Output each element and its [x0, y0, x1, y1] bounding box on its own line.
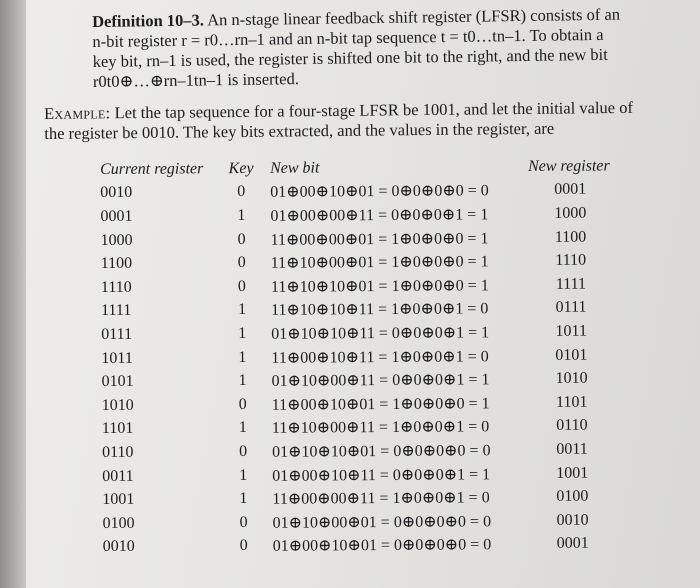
key-cell: 1 — [238, 348, 247, 366]
current-register-cell: 0011 — [102, 467, 134, 485]
key-cell: 1 — [239, 490, 248, 508]
new-register-cell: 0101 — [555, 346, 588, 364]
new-bit-cell: 01⊕00⊕10⊕01 = 0⊕0⊕0⊕0 = 0 — [270, 182, 489, 202]
current-register-cell: 1000 — [100, 231, 133, 249]
new-register-cell: 0110 — [556, 416, 588, 435]
table-row — [102, 438, 614, 465]
key-cell: 1 — [238, 419, 247, 437]
new-bit-cell: 01⊕00⊕10⊕11 = 0⊕0⊕0⊕1 = 1 — [272, 465, 491, 485]
current-register-cell: 0101 — [101, 372, 134, 391]
new-bit-cell: 01⊕10⊕00⊕01 = 0⊕0⊕0⊕0 = 0 — [272, 512, 492, 532]
current-register-cell: 1001 — [102, 490, 135, 509]
current-register-cell: 0100 — [102, 514, 135, 532]
key-cell: 0 — [239, 513, 248, 531]
key-cell: 1 — [239, 466, 248, 484]
new-bit-cell: 11⊕10⊕00⊕11 = 1⊕0⊕0⊕1 = 0 — [271, 418, 490, 438]
current-register-cell: 0010 — [100, 184, 133, 202]
example-text: Let the tap sequence for a four-stage LFSR be 1001, and let the initial value of the register be 0010. The key bits extracted, and the values in the register, are — [44, 97, 634, 143]
new-register-cell: 0001 — [556, 534, 589, 553]
definition-label: Definition 10–3. — [92, 10, 205, 31]
current-register-cell: 1100 — [100, 254, 133, 273]
new-bit-cell: 01⊕00⊕10⊕01 = 0⊕0⊕0⊕0 = 0 — [272, 536, 492, 556]
header-new-register: New register — [528, 157, 610, 175]
current-register-cell: 0111 — [101, 325, 133, 343]
table-row — [100, 178, 612, 205]
new-bit-cell: 01⊕10⊕10⊕11 = 0⊕0⊕0⊕1 = 1 — [271, 324, 490, 343]
key-cell: 0 — [239, 537, 248, 555]
key-cell: 0 — [237, 230, 246, 248]
key-cell: 0 — [238, 395, 247, 413]
table-row — [100, 225, 612, 252]
table-row — [101, 343, 613, 370]
current-register-cell: 1011 — [101, 349, 133, 367]
key-cell: 1 — [237, 206, 246, 225]
table-row — [100, 202, 612, 229]
new-bit-cell: 11⊕10⊕00⊕01 = 1⊕0⊕0⊕0 = 1 — [270, 253, 489, 272]
lfsr-table — [100, 154, 615, 559]
table-row — [102, 390, 614, 417]
new-register-cell: 0010 — [556, 511, 589, 529]
new-register-cell: 1100 — [554, 228, 587, 246]
key-cell: 0 — [237, 254, 246, 272]
current-register-cell: 0010 — [102, 538, 135, 556]
key-cell: 1 — [238, 324, 247, 342]
definition-paragraph — [92, 5, 623, 92]
table-row — [103, 532, 615, 559]
table-body — [100, 178, 615, 559]
current-register-cell: 1110 — [100, 278, 132, 296]
new-bit-cell: 01⊕10⊕00⊕11 = 0⊕0⊕0⊕1 = 1 — [271, 371, 490, 390]
current-register-cell: 0110 — [101, 443, 134, 461]
header-new-bit: New bit — [270, 159, 320, 177]
new-bit-cell: 11⊕00⊕00⊕11 = 1⊕0⊕0⊕1 = 0 — [272, 489, 490, 508]
key-cell: 1 — [238, 372, 247, 390]
new-register-cell: 1011 — [555, 322, 587, 340]
key-cell: 0 — [237, 277, 246, 295]
key-cell: 0 — [238, 442, 248, 460]
table-row — [102, 508, 614, 535]
new-register-cell: 0111 — [555, 298, 587, 317]
table-header-row — [100, 154, 612, 181]
new-register-cell: 1111 — [555, 275, 587, 293]
new-bit-cell: 01⊕00⊕00⊕11 = 0⊕0⊕0⊕1 = 1 — [270, 206, 489, 225]
new-register-cell: 1110 — [555, 251, 587, 269]
new-register-cell: 1101 — [555, 393, 588, 411]
example-paragraph — [44, 98, 634, 144]
new-register-cell: 1001 — [556, 464, 589, 482]
table-row — [102, 485, 614, 512]
key-cell: 0 — [237, 183, 246, 201]
new-register-cell: 1010 — [555, 369, 588, 387]
example-label: Example: — [44, 103, 111, 123]
new-register-cell: 0100 — [556, 487, 589, 505]
new-bit-cell: 11⊕00⊕00⊕01 = 1⊕0⊕0⊕0 = 1 — [270, 229, 489, 249]
current-register-cell: 1101 — [101, 420, 134, 438]
table-row — [101, 249, 613, 276]
key-cell: 1 — [238, 301, 247, 319]
new-bit-cell: 11⊕10⊕10⊕11 = 1⊕0⊕0⊕1 = 0 — [271, 300, 489, 320]
table-row — [102, 461, 614, 488]
page-shadow-edge — [0, 0, 26, 588]
table-row — [101, 296, 613, 323]
header-current-register: Current register — [100, 160, 204, 178]
header-key: Key — [228, 159, 254, 177]
current-register-cell: 1010 — [101, 396, 134, 414]
new-bit-cell: 11⊕10⊕10⊕01 = 1⊕0⊕0⊕0 = 1 — [270, 277, 489, 296]
new-bit-cell: 11⊕00⊕10⊕01 = 1⊕0⊕0⊕0 = 1 — [271, 395, 490, 414]
new-register-cell: 0001 — [554, 180, 587, 199]
definition-text: An n-stage linear feedback shift register (LFSR) consists of an n-bit register r = r0…rn–1 and an n-bit tap sequence t = t0…tn–1. To obtain a key bit, rn–1 is used, the register is shifted one bit to the right, and the new bit r0t0⊕…⊕rn–1tn–1 is inserted. — [92, 4, 621, 91]
table-row — [102, 414, 614, 441]
new-bit-cell: 11⊕00⊕10⊕11 = 1⊕0⊕0⊕1 = 0 — [271, 347, 489, 367]
current-register-cell: 0001 — [100, 207, 133, 225]
new-register-cell: 0011 — [556, 440, 588, 458]
table-row — [101, 320, 613, 347]
table-row — [101, 367, 613, 394]
current-register-cell: 1111 — [101, 302, 132, 320]
new-register-cell: 1000 — [554, 204, 587, 222]
table-row — [101, 272, 613, 299]
new-bit-cell: 01⊕10⊕10⊕01 = 0⊕0⊕0⊕0 = 0 — [271, 442, 491, 461]
